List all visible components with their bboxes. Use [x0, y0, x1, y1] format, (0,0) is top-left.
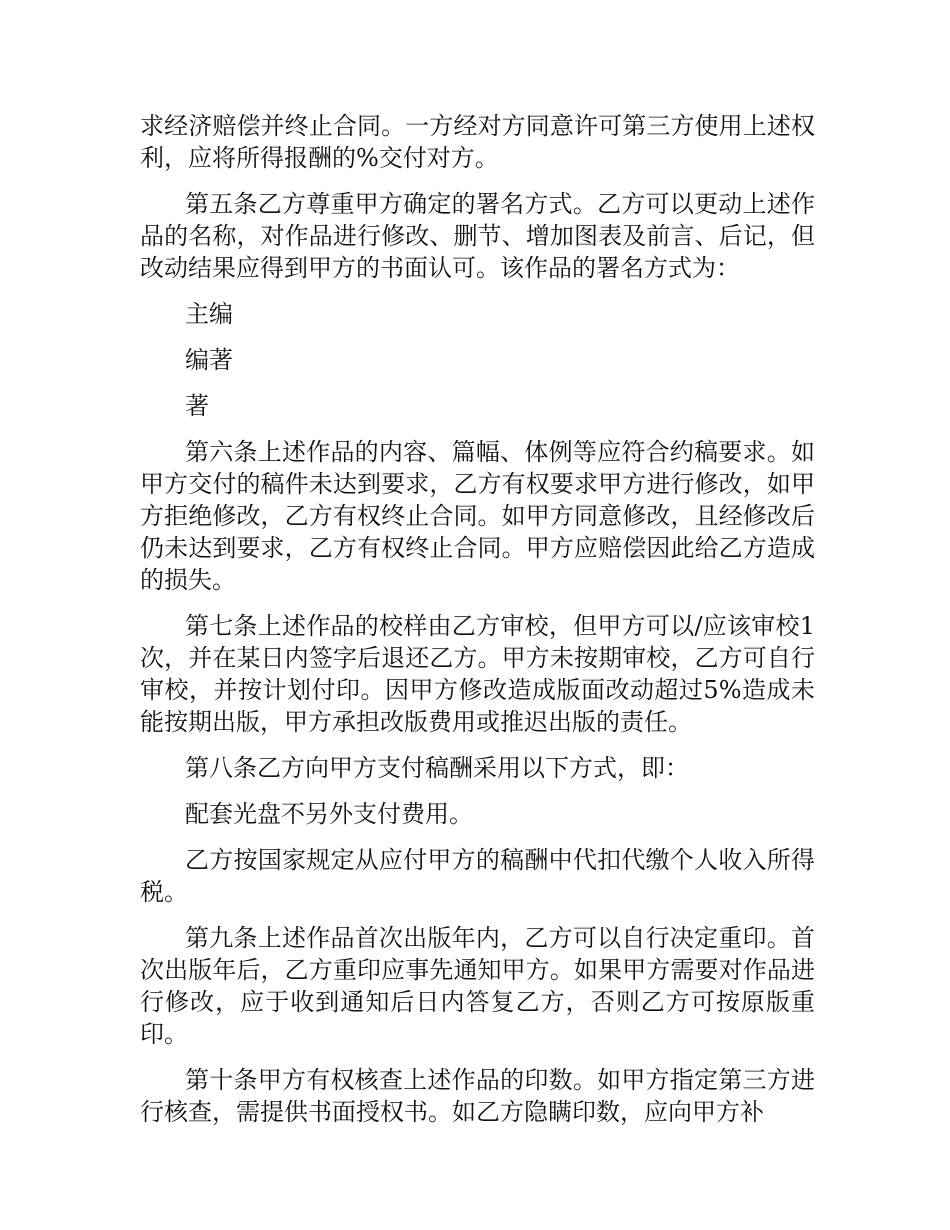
paragraph-article-5: 第五条乙方尊重甲方确定的署名方式。乙方可以更动上述作品的名称，对作品进行修改、删节、增加图表及前言、后记，但改动结果应得到甲方的书面认可。该作品的署名方式为：	[140, 190, 815, 282]
paragraph-article-10: 第十条甲方有权核查上述作品的印数。如甲方指定第三方进行核查，需提供书面授权书。如乙方隐瞒印数，应向甲方补	[140, 1066, 815, 1126]
paragraph-option-chief-editor: 主编	[185, 300, 233, 328]
paragraph-article-7: 第七条上述作品的校样由乙方审校，但甲方可以/应该审校1次，并在某日内签字后退还乙方。甲方未按期审校，乙方可自行审校，并按计划付印。因甲方修改造成版面改动超过5%造成未能按期出版，甲方承担改版费用或推迟出版的责任。	[140, 612, 815, 736]
paragraph-option-compiler: 编著	[185, 346, 233, 374]
paragraph-article-6: 第六条上述作品的内容、篇幅、体例等应符合约稿要求。如甲方交付的稿件未达到要求，乙方有权要求甲方进行修改，如甲方拒绝修改，乙方有权终止合同。如甲方同意修改，且经修改后仍未达到要求，乙方有权终止合同。甲方应赔偿因此给乙方造成的损失。	[140, 438, 815, 594]
paragraph-option-author: 著	[185, 392, 209, 420]
paragraph-continuation: 求经济赔偿并终止合同。一方经对方同意许可第三方使用上述权利，应将所得报酬的%交付对方。	[140, 112, 815, 172]
document-page	[140, 110, 815, 1142]
paragraph-tax-note: 乙方按国家规定从应付甲方的稿酬中代扣代缴个人收入所得税。	[140, 846, 815, 906]
paragraph-article-9: 第九条上述作品首次出版年内，乙方可以自行决定重印。首次出版年后，乙方重印应事先通知甲方。如果甲方需要对作品进行修改，应于收到通知后日内答复乙方，否则乙方可按原版重印。	[140, 924, 815, 1048]
paragraph-article-8: 第八条乙方向甲方支付稿酬采用以下方式，即：	[185, 754, 689, 782]
paragraph-cd-note: 配套光盘不另外支付费用。	[185, 800, 473, 828]
